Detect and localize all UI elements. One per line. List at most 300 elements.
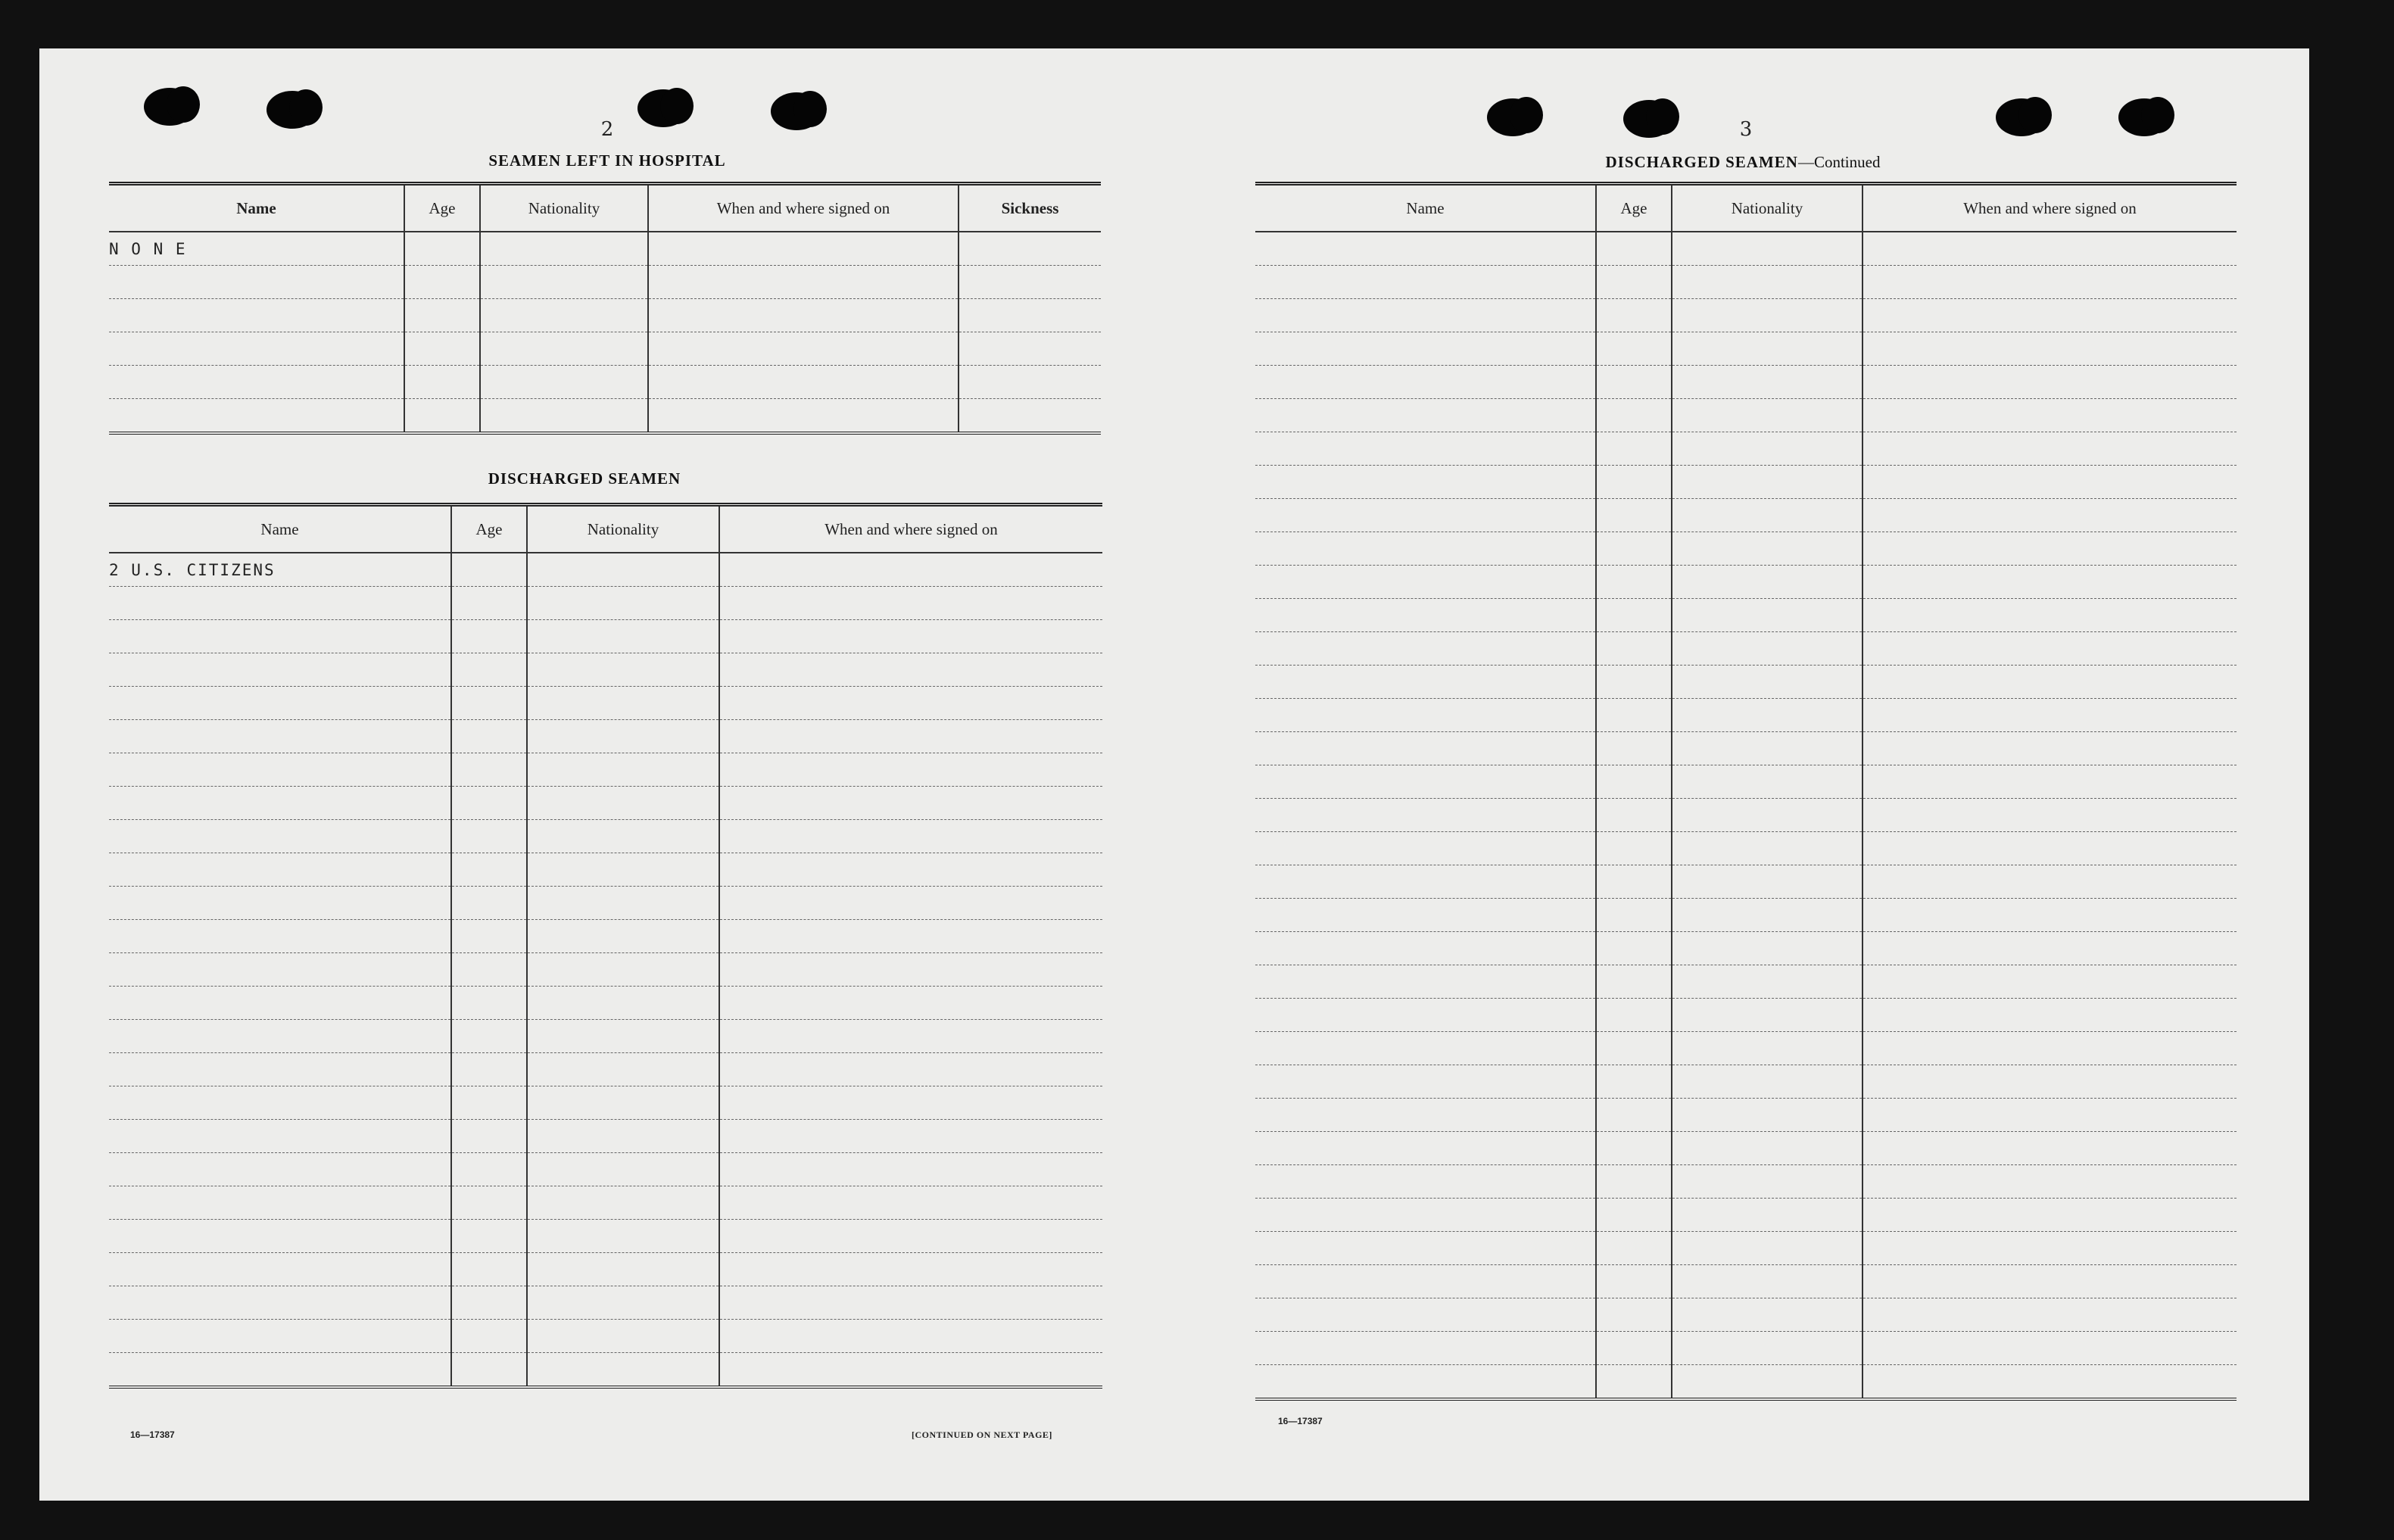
- table-cell: [719, 1153, 1102, 1186]
- table-cell: [719, 820, 1102, 853]
- table-cell: [1863, 1365, 2237, 1400]
- table-cell: [1596, 566, 1672, 599]
- table-cell: [451, 1086, 527, 1120]
- table-cell: [1672, 965, 1863, 999]
- table-row: [1255, 999, 2237, 1032]
- table-row: [1255, 799, 2237, 832]
- table-row: [109, 1020, 1102, 1053]
- table-cell: [109, 1186, 451, 1220]
- table-cell: [1596, 1132, 1672, 1165]
- form-number-left: 16—17387: [130, 1429, 175, 1440]
- table-row: [1255, 532, 2237, 566]
- table-cell: [1863, 799, 2237, 832]
- table-cell: [1863, 1032, 2237, 1065]
- table-cell: [1255, 1265, 1596, 1298]
- form-sheet: [39, 48, 2309, 1501]
- col-signed-on: When and where signed on: [1863, 184, 2237, 232]
- table-row: [109, 1286, 1102, 1320]
- table-row: [109, 587, 1102, 620]
- table-cell: [1596, 999, 1672, 1032]
- table-row: [1255, 865, 2237, 899]
- table-cell: [959, 366, 1101, 399]
- table-row: [109, 232, 1101, 266]
- table-row: [109, 653, 1102, 687]
- punch-hole: [1487, 98, 1538, 136]
- table-cell: [959, 299, 1101, 332]
- table-row: [109, 887, 1102, 920]
- table-row: [109, 720, 1102, 753]
- table-cell: [1672, 799, 1863, 832]
- table-row: [109, 366, 1101, 399]
- table-cell: [451, 653, 527, 687]
- table-cell: [1596, 899, 1672, 932]
- table-cell: [1596, 1365, 1672, 1400]
- table-row: [1255, 299, 2237, 332]
- table-cell: [451, 1020, 527, 1053]
- table-row: [1255, 632, 2237, 666]
- table-cell: [527, 787, 719, 820]
- table-cell: [1255, 1032, 1596, 1065]
- table-cell: [1255, 1365, 1596, 1400]
- table-row: [1255, 399, 2237, 432]
- table-cell: [1863, 599, 2237, 632]
- table-cell: [451, 1353, 527, 1388]
- table-cell: [109, 720, 451, 753]
- col-age: Age: [1596, 184, 1672, 232]
- discharged-continued-title: [1478, 153, 2008, 172]
- table-cell: [719, 920, 1102, 953]
- table-row: [1255, 232, 2237, 266]
- table-cell: [1672, 1165, 1863, 1199]
- table-cell: [1672, 566, 1863, 599]
- table-cell: [719, 1120, 1102, 1153]
- table-row: [1255, 599, 2237, 632]
- table-cell: [1672, 1199, 1863, 1232]
- table-cell: [1596, 799, 1672, 832]
- table-cell: [527, 753, 719, 787]
- table-cell: [1672, 1265, 1863, 1298]
- table-cell: [1596, 1032, 1672, 1065]
- table-row: [109, 1253, 1102, 1286]
- table-cell: [451, 1186, 527, 1220]
- table-cell: [527, 1020, 719, 1053]
- punch-hole: [771, 92, 822, 130]
- table-cell: [1863, 299, 2237, 332]
- table-cell: [404, 332, 480, 366]
- table-cell: [1255, 499, 1596, 532]
- table-cell: [1672, 1032, 1863, 1065]
- table-row: [1255, 1132, 2237, 1165]
- table-cell: [1596, 765, 1672, 799]
- table-cell: [1863, 432, 2237, 466]
- table-cell: [1255, 666, 1596, 699]
- table-cell: [1596, 399, 1672, 432]
- table-cell: [451, 887, 527, 920]
- table-row: [1255, 832, 2237, 865]
- table-cell: [648, 232, 959, 266]
- table-cell: [1672, 532, 1863, 566]
- table-row: [109, 1053, 1102, 1086]
- table-row: [1255, 499, 2237, 532]
- table-cell: [1863, 899, 2237, 932]
- table-cell: [404, 366, 480, 399]
- col-nationality: Nationality: [527, 505, 719, 553]
- table-cell: [451, 553, 527, 587]
- table-cell: [109, 820, 451, 853]
- table-cell: [480, 332, 648, 366]
- table-cell: [109, 266, 404, 299]
- table-row: [109, 853, 1102, 887]
- table-cell: [1596, 232, 1672, 266]
- table-row: [1255, 1199, 2237, 1232]
- table-cell: [1863, 1232, 2237, 1265]
- table-cell: [719, 987, 1102, 1020]
- table-row: [1255, 266, 2237, 299]
- table-cell: [1863, 566, 2237, 599]
- table-cell: [1255, 632, 1596, 666]
- table-cell: [1672, 732, 1863, 765]
- table-cell: [451, 620, 527, 653]
- continued-note: [CONTINUED ON NEXT PAGE]: [912, 1429, 1052, 1440]
- hospital-table: [109, 182, 1101, 435]
- table-cell: [1255, 232, 1596, 266]
- table-row: [1255, 932, 2237, 965]
- table-cell: [404, 299, 480, 332]
- punch-hole: [2118, 98, 2170, 136]
- table-cell: [109, 987, 451, 1020]
- table-row: [109, 1086, 1102, 1120]
- form-number-right: 16—17387: [1278, 1416, 1323, 1426]
- table-row: [109, 332, 1101, 366]
- table-cell: [1255, 1099, 1596, 1132]
- table-row: [109, 1120, 1102, 1153]
- table-cell: [451, 853, 527, 887]
- table-cell: [1255, 466, 1596, 499]
- table-cell: [719, 620, 1102, 653]
- table-cell: [719, 1220, 1102, 1253]
- table-cell: [1596, 499, 1672, 532]
- table-cell: [451, 1120, 527, 1153]
- table-cell: [1596, 965, 1672, 999]
- table-cell: [451, 1153, 527, 1186]
- table-cell: [719, 1253, 1102, 1286]
- table-cell: [1863, 1165, 2237, 1199]
- table-row: [1255, 732, 2237, 765]
- table-cell: [527, 1153, 719, 1186]
- table-cell: [1596, 1199, 1672, 1232]
- table-cell: [480, 232, 648, 266]
- page-number-right: 3: [1739, 118, 1753, 141]
- table-row: [1255, 1099, 2237, 1132]
- table-cell: [1255, 965, 1596, 999]
- col-nationality: Nationality: [1672, 184, 1863, 232]
- table-cell: [1255, 932, 1596, 965]
- table-cell: [527, 620, 719, 653]
- table-cell: [1863, 466, 2237, 499]
- table-cell: [959, 266, 1101, 299]
- table-cell: [1596, 1065, 1672, 1099]
- table-cell: [527, 687, 719, 720]
- table-cell: [1863, 765, 2237, 799]
- table-cell: [527, 1286, 719, 1320]
- table-cell: [109, 299, 404, 332]
- table-cell: [1863, 666, 2237, 699]
- table-cell: [719, 653, 1102, 687]
- table-cell: [1596, 466, 1672, 499]
- discharged-continued-table: [1255, 182, 2237, 1401]
- table-cell: [109, 953, 451, 987]
- table-row: [1255, 1232, 2237, 1265]
- table-cell: [1255, 799, 1596, 832]
- table-cell: [1863, 865, 2237, 899]
- table-cell: [1255, 1232, 1596, 1265]
- table-cell: [719, 787, 1102, 820]
- punch-hole: [1996, 98, 2047, 136]
- table-cell: [1672, 1332, 1863, 1365]
- table-cell: [527, 1053, 719, 1086]
- table-row: [1255, 1298, 2237, 1332]
- table-cell: [1596, 1099, 1672, 1132]
- table-cell: [451, 987, 527, 1020]
- table-cell: [1672, 1132, 1863, 1165]
- table-cell: [109, 366, 404, 399]
- table-cell: [719, 753, 1102, 787]
- table-cell: [1863, 732, 2237, 765]
- table-cell: [648, 366, 959, 399]
- table-row: [109, 1186, 1102, 1220]
- col-signed-on: When and where signed on: [719, 505, 1102, 553]
- table-cell: [1596, 699, 1672, 732]
- table-cell: [1596, 1232, 1672, 1265]
- table-cell: [1255, 732, 1596, 765]
- table-cell: [451, 820, 527, 853]
- table-cell: [719, 720, 1102, 753]
- table-cell: [527, 1086, 719, 1120]
- table-cell: [109, 887, 451, 920]
- col-age: Age: [404, 184, 480, 232]
- table-cell: 2 U.S. CITIZENS: [109, 553, 451, 587]
- table-cell: [1672, 932, 1863, 965]
- col-age: Age: [451, 505, 527, 553]
- table-cell: [451, 687, 527, 720]
- table-cell: [527, 720, 719, 753]
- col-name: Name: [109, 184, 404, 232]
- table-cell: [1672, 666, 1863, 699]
- table-cell: [109, 1120, 451, 1153]
- table-cell: [451, 1220, 527, 1253]
- table-cell: [451, 720, 527, 753]
- table-row: [109, 553, 1102, 587]
- table-cell: [480, 299, 648, 332]
- table-cell: [109, 332, 404, 366]
- table-cell: [719, 1086, 1102, 1120]
- table-cell: [1863, 832, 2237, 865]
- table-cell: [109, 853, 451, 887]
- table-cell: [109, 620, 451, 653]
- table-cell: [1596, 599, 1672, 632]
- table-cell: [527, 987, 719, 1020]
- table-cell: [1672, 599, 1863, 632]
- table-cell: [719, 953, 1102, 987]
- table-cell: [451, 1053, 527, 1086]
- table-cell: [1672, 232, 1863, 266]
- table-cell: [1255, 599, 1596, 632]
- table-cell: [1255, 532, 1596, 566]
- table-cell: [1255, 1199, 1596, 1232]
- table-row: [109, 920, 1102, 953]
- discharged-table: [109, 503, 1102, 1389]
- table-cell: [527, 653, 719, 687]
- col-nationality: Nationality: [480, 184, 648, 232]
- table-row: [1255, 1332, 2237, 1365]
- table-cell: [109, 1353, 451, 1388]
- table-cell: [1863, 632, 2237, 666]
- table-cell: [1672, 1298, 1863, 1332]
- col-name: Name: [1255, 184, 1596, 232]
- page-number-left: 2: [600, 118, 614, 141]
- table-cell: [451, 753, 527, 787]
- table-cell: [1596, 1265, 1672, 1298]
- table-cell: [527, 1353, 719, 1388]
- table-row: [109, 953, 1102, 987]
- table-cell: [1255, 765, 1596, 799]
- table-cell: [1596, 632, 1672, 666]
- table-cell: N O N E: [109, 232, 404, 266]
- punch-hole: [144, 88, 195, 126]
- table-row: [1255, 1065, 2237, 1099]
- table-cell: [1863, 1099, 2237, 1132]
- table-cell: [109, 1253, 451, 1286]
- table-cell: [1863, 965, 2237, 999]
- table-row: [1255, 666, 2237, 699]
- table-cell: [648, 299, 959, 332]
- table-cell: [1672, 466, 1863, 499]
- table-cell: [1863, 999, 2237, 1032]
- table-cell: [719, 1053, 1102, 1086]
- table-cell: [1596, 432, 1672, 466]
- table-cell: [1596, 1165, 1672, 1199]
- table-cell: [1672, 865, 1863, 899]
- table-cell: [1672, 899, 1863, 932]
- table-cell: [1255, 399, 1596, 432]
- table-row: [109, 820, 1102, 853]
- table-cell: [719, 1353, 1102, 1388]
- table-cell: [527, 1320, 719, 1353]
- table-cell: [109, 1220, 451, 1253]
- table-cell: [1596, 732, 1672, 765]
- table-cell: [404, 399, 480, 434]
- table-cell: [1255, 1065, 1596, 1099]
- table-cell: [109, 1286, 451, 1320]
- table-cell: [1255, 1298, 1596, 1332]
- table-cell: [1255, 566, 1596, 599]
- table-cell: [527, 1186, 719, 1220]
- table-cell: [1596, 865, 1672, 899]
- table-cell: [404, 232, 480, 266]
- table-row: [1255, 699, 2237, 732]
- table-cell: [1596, 666, 1672, 699]
- table-row: [109, 753, 1102, 787]
- table-cell: [527, 587, 719, 620]
- table-row: [1255, 466, 2237, 499]
- table-cell: [404, 266, 480, 299]
- table-cell: [1255, 332, 1596, 366]
- table-cell: [527, 1220, 719, 1253]
- punch-hole: [1623, 100, 1675, 138]
- table-cell: [109, 753, 451, 787]
- table-row: [1255, 965, 2237, 999]
- table-cell: [451, 1286, 527, 1320]
- table-cell: [1255, 999, 1596, 1032]
- col-signed-on: When and where signed on: [648, 184, 959, 232]
- table-cell: [1255, 699, 1596, 732]
- table-row: [109, 687, 1102, 720]
- table-cell: [719, 587, 1102, 620]
- table-cell: [959, 399, 1101, 434]
- table-cell: [648, 332, 959, 366]
- table-cell: [1255, 299, 1596, 332]
- table-cell: [451, 953, 527, 987]
- table-cell: [959, 332, 1101, 366]
- table-cell: [719, 1186, 1102, 1220]
- table-cell: [1863, 1132, 2237, 1165]
- table-cell: [1255, 432, 1596, 466]
- table-cell: [1863, 266, 2237, 299]
- table-cell: [1672, 366, 1863, 399]
- table-cell: [1672, 1365, 1863, 1400]
- table-row: [109, 987, 1102, 1020]
- table-cell: [1863, 232, 2237, 266]
- col-sickness: Sickness: [959, 184, 1101, 232]
- table-row: [1255, 765, 2237, 799]
- table-cell: [719, 553, 1102, 587]
- table-cell: [1255, 366, 1596, 399]
- discharged-section-title: DISCHARGED SEAMEN: [488, 469, 681, 488]
- table-cell: [1596, 532, 1672, 566]
- table-cell: [719, 1320, 1102, 1353]
- table-cell: [109, 653, 451, 687]
- table-cell: [1672, 832, 1863, 865]
- table-cell: [1255, 899, 1596, 932]
- table-row: [1255, 432, 2237, 466]
- table-cell: [1863, 366, 2237, 399]
- table-cell: [527, 853, 719, 887]
- table-cell: [1863, 932, 2237, 965]
- table-row: [109, 787, 1102, 820]
- table-row: [109, 299, 1101, 332]
- table-cell: [109, 1320, 451, 1353]
- table-cell: [109, 587, 451, 620]
- table-cell: [527, 920, 719, 953]
- table-cell: [1672, 632, 1863, 666]
- table-cell: [1596, 832, 1672, 865]
- table-cell: [1672, 765, 1863, 799]
- table-cell: [527, 953, 719, 987]
- table-cell: [1672, 1232, 1863, 1265]
- table-cell: [527, 1120, 719, 1153]
- table-cell: [480, 266, 648, 299]
- table-cell: [1863, 499, 2237, 532]
- table-cell: [1863, 1332, 2237, 1365]
- table-cell: [1863, 332, 2237, 366]
- table-row: [1255, 366, 2237, 399]
- table-row: [109, 1153, 1102, 1186]
- table-row: [109, 266, 1101, 299]
- table-cell: [109, 399, 404, 434]
- table-cell: [109, 920, 451, 953]
- table-cell: [1672, 266, 1863, 299]
- table-cell: [719, 1286, 1102, 1320]
